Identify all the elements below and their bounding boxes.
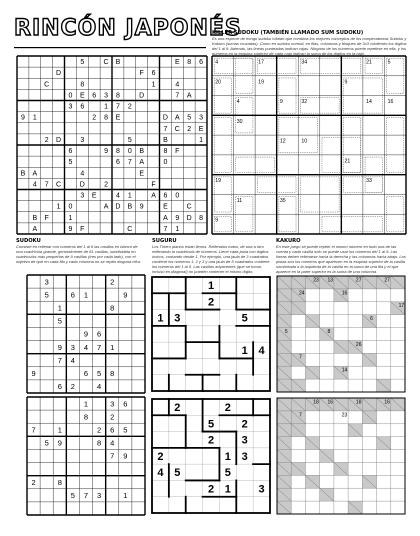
sudoku-cell-value: 5 [44,290,49,300]
killer-cage-sum: 19 [258,79,265,86]
sudoku-cell-value: 2 [70,382,75,392]
sudoku-cell-value: 5 [70,491,75,501]
hex-sudoku-cell-value: 2 [104,181,109,189]
suguru-cell-value: 1 [207,280,215,293]
sudoku-cell-value: 3 [44,277,49,287]
hex-sudoku-cell-value: C [127,225,133,233]
hex-sudoku-cell-value: 5 [187,114,192,122]
hex-sudoku-cell-value: 6 [199,59,204,67]
hex-sudoku-cell-value: 1 [68,214,73,222]
hex-sudoku-cell-value: 8 [104,114,109,122]
hex-sudoku-cell-value: 8 [163,148,168,156]
hex-sudoku-cell-value: 5 [80,59,85,67]
hex-sudoku-cell-value: 2 [44,136,49,144]
hex-sudoku-cell-value: F [139,70,144,78]
hex-sudoku-cell-value: 7 [163,225,168,233]
hex-sudoku-cell-value: 7 [163,125,168,133]
killer-cage [300,58,360,73]
hex-sudoku-cell-value: E [174,59,180,67]
suguru-cell-value: 3 [241,434,248,447]
suguru-cell-value: 5 [224,467,231,480]
kakuro-description: En este juego se puede repetir el mismo número en todo una de las cuenta y cada casilla sólo se puede usar los números del 1 al 9. Las líneas deben rellenarse hacia la derecha y las columnas hacia abajo. Los pistas son los números que aparecen en la esquina superior de la casilla sombreada a la izquierda de la casilla en la suma de una fila y el que aparece en la parte superior es la suma de una columna. [276,244,406,274]
sudoku-cell-value: 6 [70,290,75,300]
sudoku-cell-value: 3 [70,342,75,352]
killer-cage-sum: 34 [301,59,308,66]
hex-sudoku-cell-value: F [44,214,49,222]
hex-sudoku-cell-value: F [80,225,85,233]
hex-sudoku-cell-value: B [32,214,38,222]
hex-sudoku-cell-value: F [151,181,156,189]
kakuro-clue: 27 [355,277,362,284]
suguru-cell-value: 2 [157,450,164,463]
hex-sudoku-cell-value: 7 [115,103,120,111]
suguru-cell-value: 4 [258,345,265,358]
hex-sudoku-cell-value: D [79,181,85,189]
sudoku-cell-value: 9 [31,369,36,379]
suguru-cell-value: 2 [224,402,231,415]
kakuro-clue: 13 [327,277,334,284]
hex-sudoku-cell-value: A [174,114,180,122]
sudoku-cell-value: 4 [110,438,115,448]
hex-sudoku-cell-value: D [115,203,121,211]
killer-cage-sum: 14 [366,99,372,106]
sudoku-grid-1 [26,274,146,394]
hex-sudoku-cell-value: A [32,170,38,178]
hex-sudoku-cell-value: C [56,181,62,189]
hex-sudoku-cell-value: 3 [80,136,85,144]
hex-sudoku-cell-value: C [103,59,109,67]
sudoku-cell-value: 4 [70,355,75,365]
sudoku-cell-value: 7 [57,355,62,365]
hex-sudoku-cell-value: B [115,59,121,67]
suguru-cell-value: 2 [207,483,215,496]
page-title: RINCÓN JAPONÉS [14,16,242,41]
hex-sudoku-cell-value: 4 [175,81,180,89]
suguru-cell-value: 1 [224,450,231,463]
sudoku-cell-value: 9 [123,451,128,461]
kakuro-clue: 24 [299,290,305,297]
kakuro-clue: 14 [341,367,348,374]
hex-sudoku-cell-value: 7 [175,92,180,100]
sudoku-cell-value: 6 [123,399,128,409]
hex-sudoku-cell-value: B [20,170,26,178]
kakuro-clue: 26 [355,341,362,348]
sudoku-cell-value: 8 [57,477,62,487]
sudoku-cell-value: 2 [97,425,102,435]
sudoku-cell-value: 1 [123,491,128,501]
hex-sudoku-cell-value: 2 [92,114,97,122]
sudoku-cell-value: 7 [83,491,89,501]
kakuro-clue: 7 [299,412,302,419]
hex-sudoku-cell-value: A [151,192,156,200]
hex-sudoku-cell-value: 7 [44,181,49,189]
hex-sudoku-cell-value: E [163,203,168,211]
hex-sudoku-cell-value: 1 [127,192,132,200]
suguru-cell-value: 2 [207,434,215,447]
suguru-cell-value: 2 [207,296,215,309]
killer-cage-sum: 10 [301,138,308,145]
killer-cage-sum: 19 [215,178,221,185]
sudoku-cell-value: 6 [57,382,62,392]
suguru-grid-1 [150,274,272,394]
sudoku-cell-value: 7 [97,342,102,352]
hex-sudoku-cell-value: 0 [175,192,180,200]
hex-sudoku-cell-value: 6 [80,103,85,111]
hex-sudoku-cell-value: 8 [115,148,120,156]
hex-sudoku-cell-value: 6 [115,159,120,167]
sudoku-cell-value: 2 [110,412,115,422]
killer-cage [214,118,231,173]
killer-cage-sum: 4 [215,59,219,66]
killer-cage-sum: 20 [215,79,221,86]
suguru-title: SUGURU [152,238,177,244]
hex-sudoku-cell-value: A [163,214,168,222]
kakuro-clue: 7 [299,354,302,361]
killer-cage-sum: 9 [344,79,348,86]
hex-sudoku-cell-value: 3 [68,103,73,111]
hex-sudoku-cell-value: 7 [127,159,132,167]
sudoku-cell-value: 2 [110,277,115,287]
sudoku-cell-value: 1 [83,399,89,409]
hex-sudoku-cell-value: E [139,170,145,178]
hex-sudoku-cell-value: 3 [199,114,204,122]
kakuro-clue: 16 [327,399,334,406]
hex-sudoku-cell-value: 6 [151,70,156,78]
hex-sudoku-cell-value: A [139,159,145,167]
hex-sudoku-cell-value: B [139,148,145,156]
killer-description: Es una especie de hongo sudoku híbrido que combina los mejores conceptos de los rompecabezas Sudoku y Kakuro (sumas cruzadas). Como en sudoku normal, en filas, columnas y bloques de 3x3 contienen los dígitos del 1 al 9. Además, las líneas punteadas indican cajas. Ninguno de los números puede repetirse en ella, y los números en la esquina superior de cada caja indican la suma de los dígitos en la caja. [212,36,407,56]
killer-cage-sum: 11 [236,197,243,204]
sudoku-cell-value: 8 [110,369,115,379]
hex-sudoku-cell-value: 5 [68,159,73,167]
killer-cage-sum: 9 [215,217,219,224]
sudoku-cell-value: 4 [83,342,89,352]
kakuro-clue: 6 [370,316,373,323]
suguru-cell-value: 1 [224,483,231,496]
kakuro-clue: 17 [398,303,405,310]
sudoku-cell-value: 3 [110,399,115,409]
hex-sudoku-cell-value: 0 [68,203,73,211]
hex-sudoku-cell-value: 3 [104,92,109,100]
killer-cage-sum: 33 [366,178,372,185]
sudoku-title: SUDOKU [16,238,41,244]
sudoku-cell-value: 1 [110,342,115,352]
sudoku-cell-value: 8 [97,438,102,448]
sudoku-cell-value: 5 [57,316,62,326]
hex-sudoku-cell-value: D [56,136,62,144]
hex-sudoku-cell-value: 4 [80,170,85,178]
killer-cage-sum: 21 [366,59,372,66]
suguru-grid-2 [150,396,272,516]
hex-sudoku-cell-value: 1 [175,225,180,233]
hex-sudoku-cell-value: D [162,114,168,122]
sudoku-cell-value: 5 [97,369,102,379]
hex-sudoku-cell-value: 0 [163,159,168,167]
sudoku-grid-2 [26,396,146,516]
hex-sudoku-cell-value: 6 [92,92,97,100]
kakuro-grid-1 [276,274,406,394]
hex-sudoku-cell-value: 4 [32,181,37,189]
hex-sudoku-cell-value: E [115,114,121,122]
hex-sudoku-cell-value: E [91,192,97,200]
killer-cage-sum: 30 [236,118,243,125]
sudoku-cell-value: 1 [57,303,62,313]
sudoku-cell-value: 6 [110,425,115,435]
hex-sudoku-cell-value: C [186,203,192,211]
suguru-cell-value: 5 [207,418,215,431]
killer-cage-sum: 17 [258,59,265,66]
sudoku-cell-value: 9 [57,438,62,448]
hex-sudoku-cell-value: 9 [104,148,109,156]
killer-cage-sum: 4 [236,99,240,106]
hex-sudoku-cell-value: 2 [127,103,132,111]
hex-sudoku-cell-value: 0 [127,148,132,156]
hex-sudoku-cell-value: 8 [80,81,85,89]
killer-cage-sum: 9 [279,99,283,106]
hex-sudoku-cell-value: 2 [187,125,192,133]
suguru-cell-value: 5 [174,467,181,480]
suguru-cell-value: 5 [241,312,248,325]
hex-sudoku-cell-value: D [56,70,62,78]
hex-sudoku-cell-value: 0 [68,92,73,100]
hex-sudoku-cell-value: B [127,203,133,211]
killer-cage-sum: 35 [279,197,286,204]
sudoku-cell-value: 1 [83,290,89,300]
killer-cage-sum: 5 [387,59,391,66]
kakuro-clue: 16 [341,290,348,297]
hex-sudoku-cell-value: A [32,225,38,233]
kakuro-clue: 5 [284,328,288,335]
hex-sudoku-cell-value: D [186,214,192,222]
killer-title: KILLER SUDOKU (TAMBIÉN LLAMADO SUM SUDOKU) [212,30,364,36]
hex-sudoku-cell-value: 1 [199,136,204,144]
hex-sudoku-cell-value: 1 [104,103,109,111]
sudoku-cell-value: 5 [44,438,49,448]
kakuro-grid-2 [276,396,406,516]
hex-sudoku-cell-value: 8 [115,92,120,100]
kakuro-clue: 8 [327,328,331,335]
kakuro-clue: 23 [341,412,348,419]
sudoku-cell-value: 7 [110,451,115,461]
hex-sudoku-cell-value: 9 [20,114,25,122]
hex-sudoku-cell-value: 5 [127,136,132,144]
killer-cage-sum: 12 [279,138,286,145]
suguru-cell-value: 2 [174,402,181,415]
sudoku-cell-value: 3 [97,491,102,501]
kakuro-clue: 23 [313,277,319,284]
hex-sudoku-cell-value: E [198,125,204,133]
hex-sudoku-cell-value: F [175,148,180,156]
suguru-cell-value: 4 [157,467,164,480]
kakuro-clue: 16 [384,399,390,406]
hex-sudoku-cell-value: 4 [115,192,120,200]
hex-sudoku-cell-value: 1 [56,203,61,211]
suguru-cell-value: 3 [241,450,248,463]
sudoku-cell-value: 1 [57,425,62,435]
suguru-cell-value: 2 [241,418,248,431]
hex-sudoku-cell-value: C [44,81,50,89]
sudoku-cell-value: 9 [83,329,89,339]
hex-sudoku-cell-value: 9 [175,214,180,222]
hex-sudoku-cell-value: 8 [199,214,204,222]
hex-sudoku-grid [16,55,208,235]
kakuro-clue: 18 [355,399,362,406]
hex-sudoku-cell-value: A [103,203,109,211]
sudoku-cell-value: 9 [123,290,128,300]
hex-sudoku-cell-value: C [174,125,180,133]
killer-cage [387,118,404,173]
suguru-cell-value: 3 [258,483,265,496]
sudoku-cell-value: 5 [123,425,128,435]
page-rule [14,46,206,50]
kakuro-clue: 18 [313,399,319,406]
suguru-cell-value: 1 [157,312,164,325]
hex-sudoku-cell-value: 1 [32,114,37,122]
sudoku-cell-value: 2 [31,477,36,487]
sudoku-cell-value: 8 [110,303,115,313]
killer-cage-sum: 16 [387,99,394,106]
sudoku-cell-value: 9 [57,342,62,352]
hex-sudoku-cell-value: 8 [187,59,192,67]
hex-sudoku-cell-value: 6 [68,148,73,156]
sudoku-cell-value: 7 [31,425,36,435]
hex-sudoku-cell-value: B [163,136,168,144]
sudoku-description: Consiste en rellenar con números del 1 al 9 las casillas en blanco de una cuadrícula grande, generalmente de 81 casillas, subdividida en cuadrículas más pequeñas de 9 casillas (tres por cada lado), con el objetivo de que en cada fila y cada columna no se repita ninguna cifra. [16,244,141,264]
sudoku-cell-value: 8 [83,412,89,422]
hex-sudoku-cell-value: 9 [68,225,73,233]
hex-sudoku-cell-value: 6 [163,192,168,200]
sudoku-cell-value: 6 [97,329,102,339]
kakuro-title: KAKURO [276,238,301,244]
suguru-description: Los Tinero pianos están llenos. Rellenalos todos, de una a otro rellenando la cuadrícula de números. Llene cada jaula con dígitos únicos, contando desde 1. Por ejemplo, una jaula de 3 cuadrados contiene los números 1, 2 y 3 y una jaula de 5 cuadrados contiene los números del 1 al 5. Las casillas adyacentes (que se tocan, incluso en diagonal) no pueden contener el mismo dígito. [152,244,270,274]
hex-sudoku-cell-value: 3 [80,192,85,200]
hex-sudoku-cell-value: 9 [139,203,144,211]
killer-cage [322,216,382,231]
killer-cage-sum: 32 [301,99,308,106]
killer-cage-sum: 21 [344,158,351,165]
killer-sudoku-grid [211,55,407,235]
hex-sudoku-cell-value: 1 [151,81,156,89]
hex-sudoku-cell-value: E [79,92,85,100]
hex-sudoku-cell-value: D [139,92,145,100]
hex-sudoku-cell-value: A [186,92,192,100]
sudoku-cell-value: 4 [97,382,102,392]
suguru-cell-value: 3 [174,312,181,325]
suguru-cell-value: 1 [241,345,248,358]
sudoku-cell-value: 6 [83,369,89,379]
kakuro-clue: 27 [384,277,390,284]
